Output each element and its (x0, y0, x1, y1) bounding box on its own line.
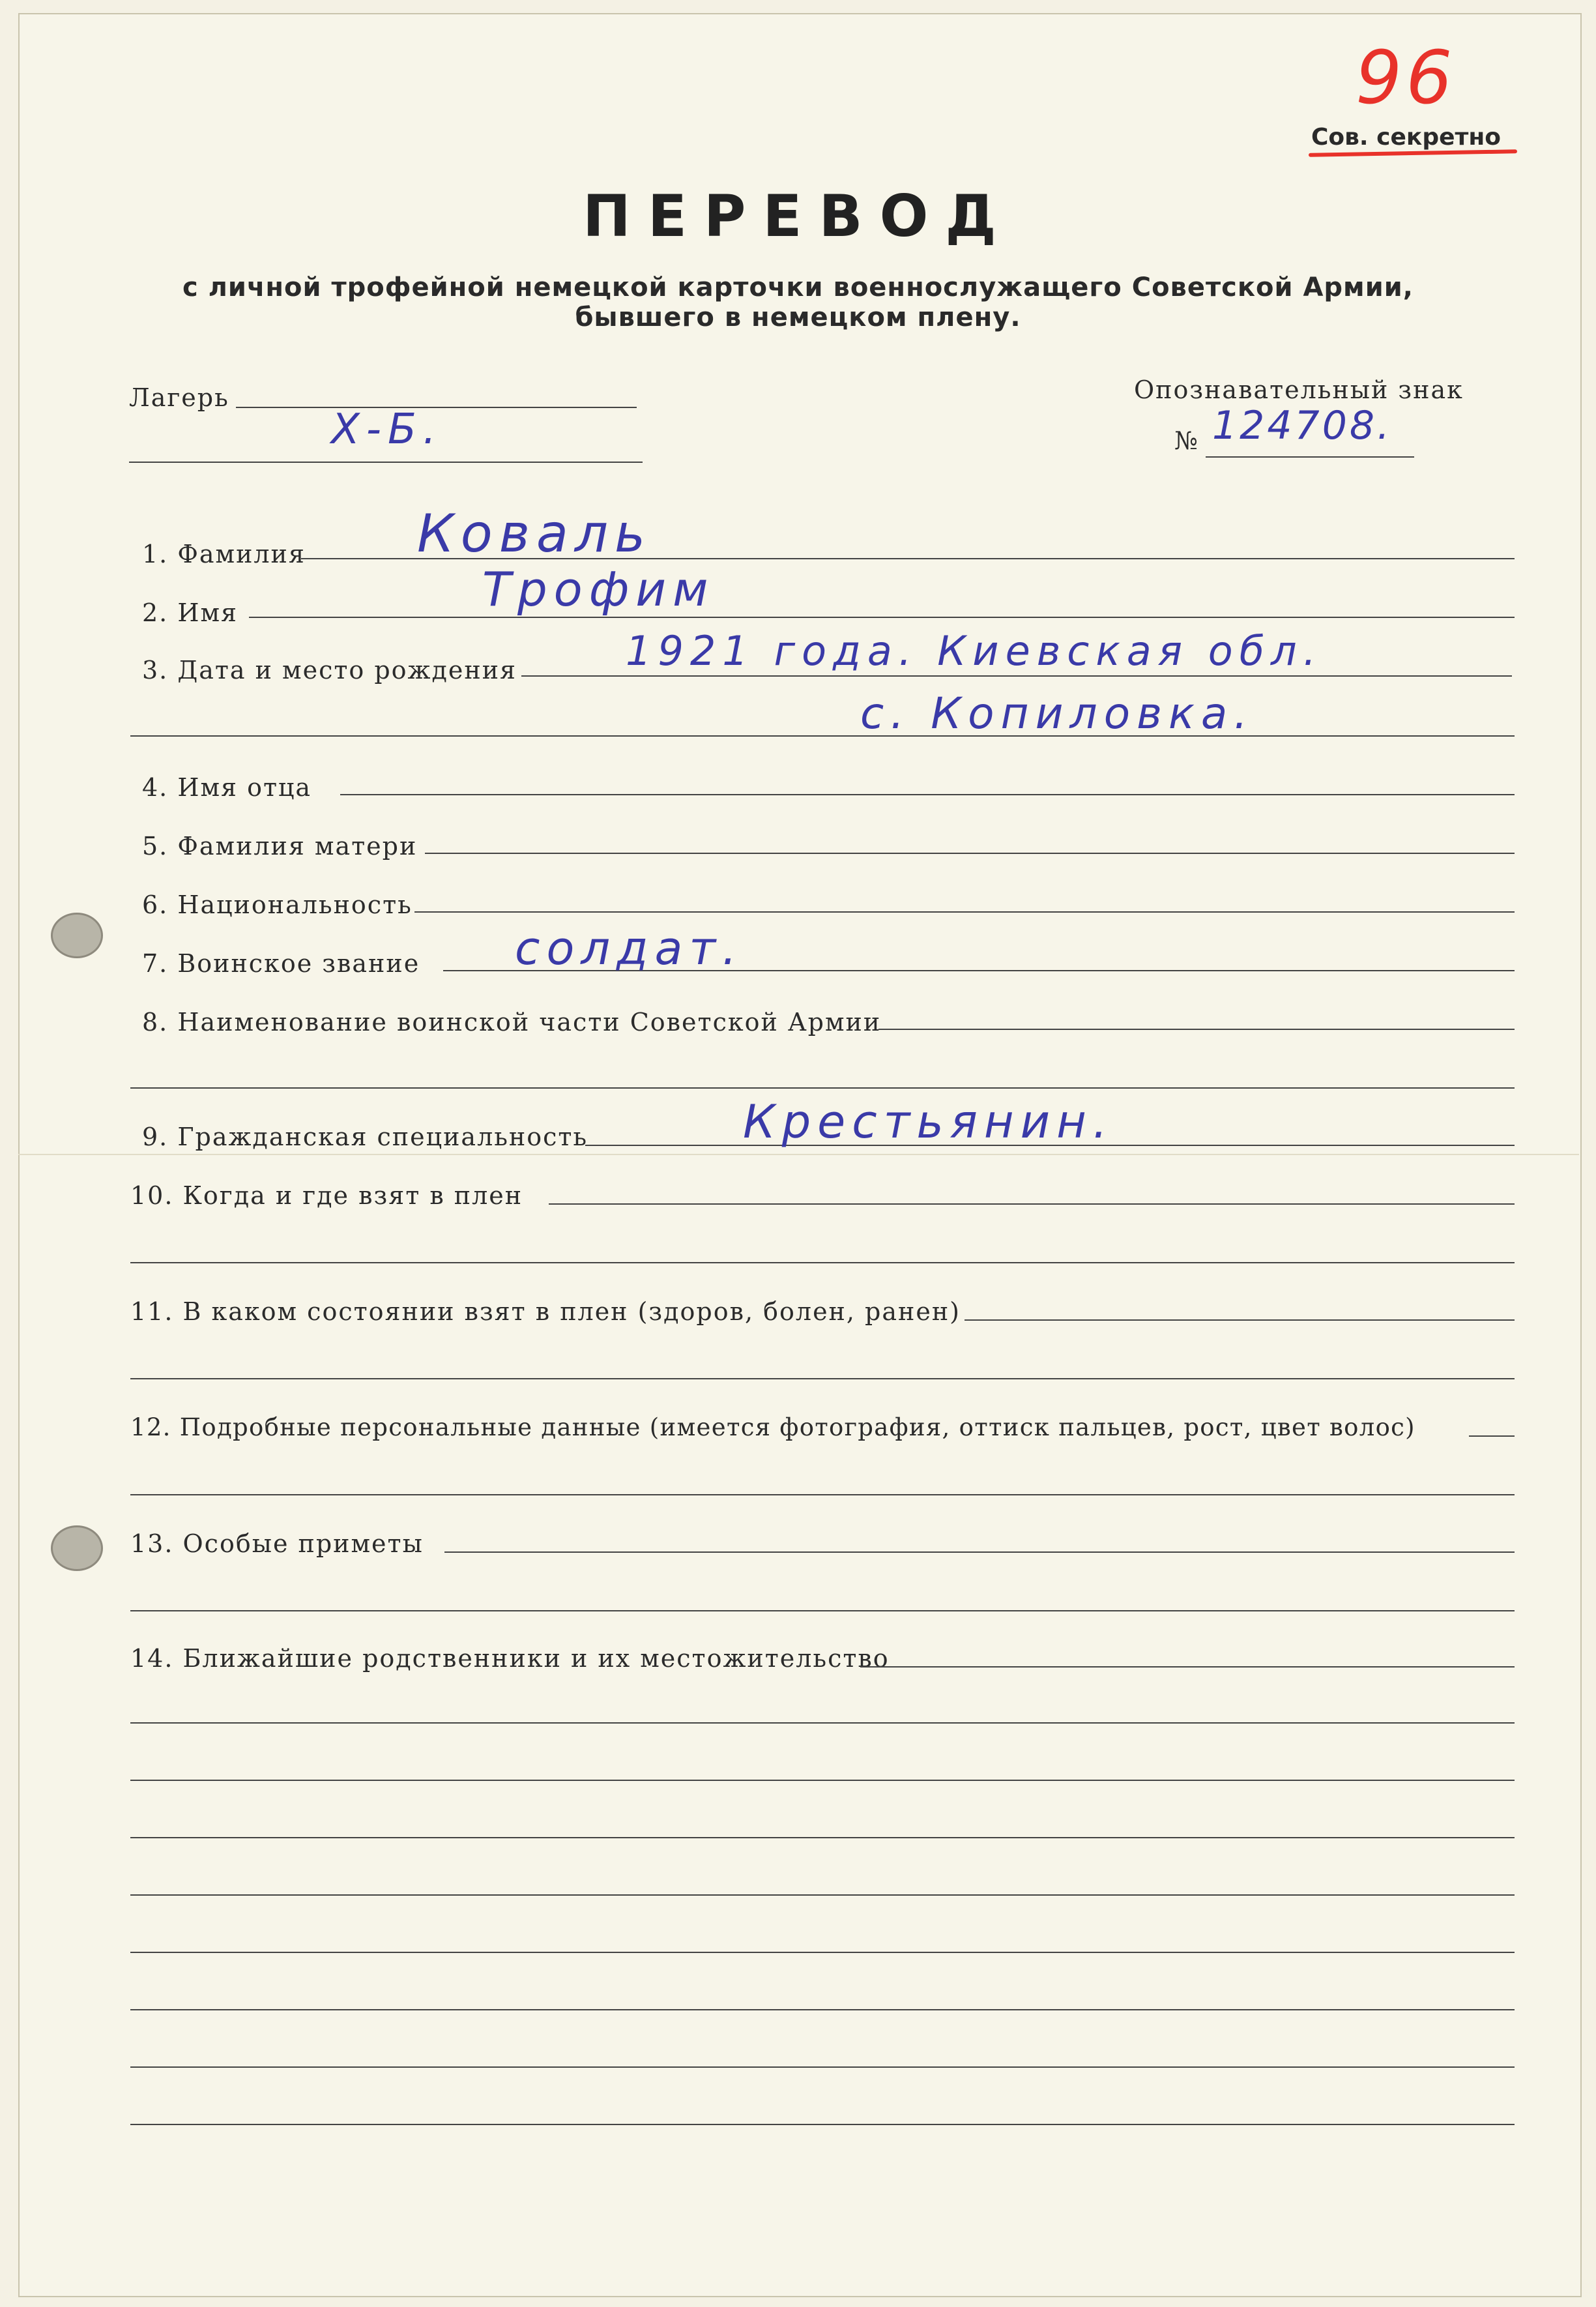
field-father-name-label: 4. Имя отца (142, 773, 312, 802)
field-birth-line-2 (130, 735, 1515, 737)
field-mother-surname-label: 5. Фамилия матери (142, 832, 418, 860)
camp-label: Лагерь (129, 383, 229, 412)
field-personal-data-label: 12. Подробные персональные данные (имеется фотография, оттиск пальцев, рост, цвет волос) (130, 1413, 1415, 1441)
field-relatives-line-7 (130, 2009, 1515, 2010)
camp-value: Х-Б. (331, 405, 443, 454)
field-birth-label: 3. Дата и место рождения (142, 656, 517, 684)
field-nationality-label: 6. Национальность (142, 890, 413, 919)
document-title: ПЕРЕВОД (583, 183, 1013, 250)
field-relatives-line-8 (130, 2066, 1515, 2068)
field-rank-value: солдат. (515, 922, 744, 975)
document-subtitle-line2: бывшего в немецком плену. (575, 302, 1021, 332)
field-special-marks-line (444, 1551, 1515, 1553)
field-personal-data-line-2 (130, 1494, 1515, 1495)
field-birth-value-line2: с. Копиловка. (860, 688, 1255, 739)
field-relatives-line-6 (130, 1952, 1515, 1953)
field-condition-label: 11. В каком состоянии взят в плен (здоров, болен, ранен) (130, 1297, 961, 1326)
field-relatives-label: 14. Ближайшие родственники и их местожительство (130, 1644, 890, 1673)
field-unit-line (878, 1029, 1515, 1030)
field-special-marks-label: 13. Особые приметы (130, 1529, 424, 1558)
field-name-value: Трофим (482, 562, 715, 617)
field-rank-label: 7. Воинское звание (142, 949, 420, 978)
field-condition-line (965, 1319, 1515, 1321)
field-captured-when-where-label: 10. Когда и где взят в плен (130, 1181, 523, 1210)
field-name-line (249, 617, 1515, 618)
record-number: 96 (1356, 36, 1457, 121)
field-unit-label: 8. Наименование воинской части Советской Армии (142, 1008, 882, 1036)
document-subtitle-line1: с личной трофейной немецкой карточки военнослужащего Советской Армии, (182, 272, 1414, 302)
field-surname-value: Коваль (417, 503, 652, 564)
field-nationality-line (414, 911, 1515, 913)
classification-label: Сов. секретно (1311, 124, 1501, 151)
field-relatives-line-3 (130, 1780, 1515, 1781)
field-relatives-line-5 (130, 1894, 1515, 1896)
camp-line-2 (129, 462, 643, 463)
id-tag-line (1206, 456, 1414, 458)
document-sheet (18, 13, 1582, 2297)
field-father-name-line (340, 794, 1515, 795)
field-birth-line (521, 675, 1512, 677)
field-special-marks-line-2 (130, 1610, 1515, 1611)
field-relatives-line-4 (130, 1837, 1515, 1838)
id-tag-value: 124708. (1212, 403, 1393, 448)
fold-crease (18, 1154, 1579, 1155)
field-relatives-line-2 (130, 1722, 1515, 1724)
field-relatives-line (860, 1666, 1515, 1668)
field-name-label: 2. Имя (142, 598, 239, 627)
field-civil-profession-label: 9. Гражданская специальность (142, 1123, 588, 1151)
field-surname-label: 1. Фамилия (142, 540, 306, 568)
field-condition-line-2 (130, 1378, 1515, 1379)
field-mother-surname-line (425, 853, 1515, 854)
field-relatives-line-9 (130, 2124, 1515, 2125)
punch-hole-bottom (51, 1525, 103, 1571)
id-tag-label: Опознавательный знак (1134, 375, 1464, 404)
field-captured-when-where-line-2 (130, 1262, 1515, 1263)
field-personal-data-line (1469, 1435, 1515, 1437)
field-unit-line-2 (130, 1087, 1515, 1089)
field-birth-value: 1921 года. Киевская обл. (626, 627, 1323, 675)
field-captured-when-where-line (549, 1203, 1515, 1205)
field-civil-profession-value: Крестьянин. (743, 1095, 1114, 1149)
id-tag-prefix: № (1174, 426, 1199, 455)
punch-hole-top (51, 913, 103, 958)
